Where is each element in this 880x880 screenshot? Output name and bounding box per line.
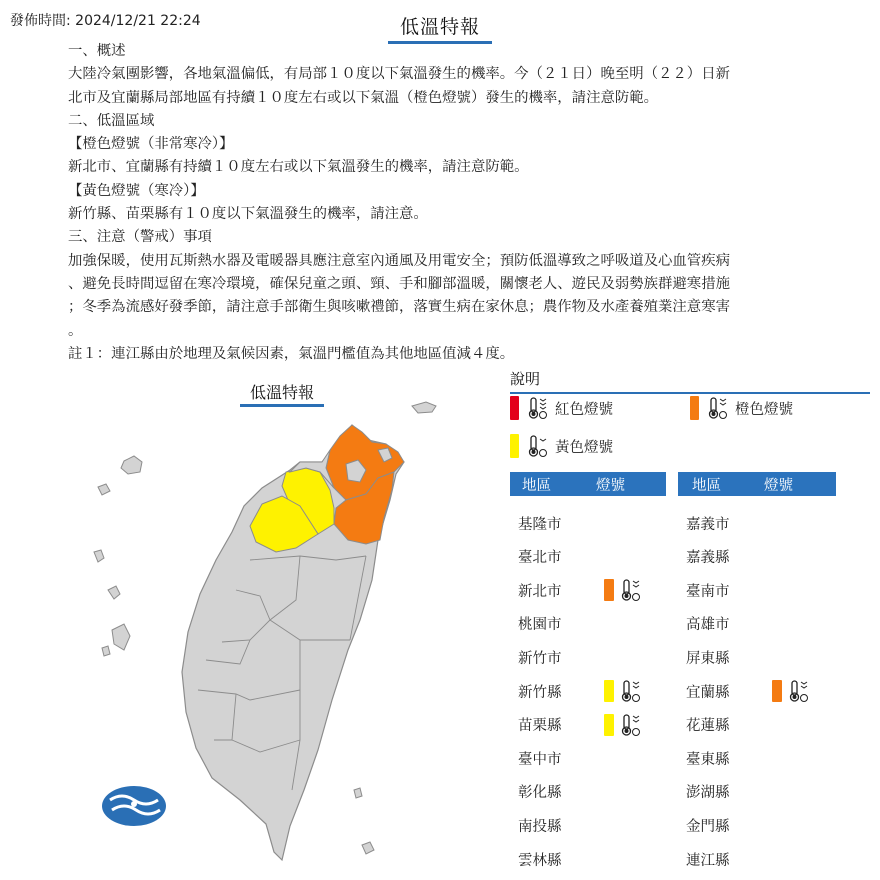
- region-name: 新竹縣: [518, 684, 562, 701]
- legend-yellow: [510, 434, 613, 458]
- table-row: [686, 713, 772, 737]
- table-row: [686, 780, 772, 804]
- table-row: [518, 578, 642, 602]
- region-name: 金門縣: [686, 818, 730, 835]
- region-name: 屏東縣: [686, 650, 730, 667]
- table-row: [686, 578, 772, 602]
- orange-bar: [604, 579, 614, 601]
- warning-light: [604, 679, 642, 703]
- region-name: 彰化縣: [518, 785, 562, 802]
- thermometer-icon: [620, 713, 642, 737]
- region-name: 南投縣: [518, 818, 562, 835]
- legend-title: 說明: [510, 368, 870, 394]
- table-row: [518, 813, 604, 837]
- island-matsu: [412, 402, 436, 413]
- legend-yellow-label: 黃色燈號: [555, 439, 613, 456]
- island-kinmen: [121, 456, 142, 474]
- left-header-light: 燈號: [596, 477, 625, 494]
- red-swatch: [510, 396, 519, 420]
- yellow-bar: [604, 714, 614, 736]
- island-penghu-2: [108, 586, 120, 599]
- overview-line-1: 大陸冷氣團影響，各地氣溫偏低，有局部１０度以下氣溫發生的機率。今（２１日）晚至明（２２）日新: [68, 66, 730, 83]
- region-name: 基隆市: [518, 516, 562, 533]
- document-title: 低溫特報: [388, 12, 492, 44]
- island-penghu-3: [112, 624, 130, 650]
- caution-line-1: 加強保暖，使用瓦斯熱水器及電暖器具應注意室內通風及用電安全；預防低溫導致之呼吸道及心血管疾病: [68, 252, 730, 269]
- table-row: [518, 645, 604, 669]
- thermometer-icon: [788, 679, 810, 703]
- legend-red: [510, 396, 613, 420]
- taiwan-map: [0, 360, 500, 880]
- warning-light: [772, 679, 810, 703]
- right-header-region: 地區: [692, 477, 721, 494]
- orange-bar: [772, 680, 782, 702]
- section-caution-heading: 三、注意（警戒）事項: [68, 229, 212, 246]
- thermometer-icon: [620, 578, 642, 602]
- thermometer-icon: [707, 396, 729, 420]
- region-name: 臺東縣: [686, 751, 730, 768]
- region-name: 高雄市: [686, 617, 730, 634]
- caution-line-3: ；冬季為流感好發季節，請注意手部衛生與咳嗽禮節，落實生病在家休息；農作物及水產養殖業注意寒害: [68, 299, 730, 316]
- island-orchid: [362, 842, 374, 854]
- table-row: [686, 813, 772, 837]
- warning-light: [604, 713, 642, 737]
- region-name: 新北市: [518, 583, 562, 600]
- orange-level-text: 新北市、宜蘭縣有持續１０度左右或以下氣溫發生的機率，請注意防範。: [68, 159, 529, 176]
- section-area-heading: 二、低溫區域: [68, 112, 155, 129]
- table-row: [518, 780, 604, 804]
- region-name: 苗栗縣: [518, 718, 562, 735]
- region-name: 連江縣: [686, 852, 730, 869]
- table-row: [686, 679, 810, 703]
- island-penghu: [94, 550, 104, 562]
- region-name: 嘉義縣: [686, 550, 730, 567]
- legend-red-label: 紅色燈號: [555, 401, 613, 418]
- table-row: [518, 679, 642, 703]
- right-header-light: 燈號: [764, 477, 793, 494]
- region-name: 嘉義市: [686, 516, 730, 533]
- table-row: [686, 545, 772, 569]
- island-kinmen-2: [98, 484, 110, 495]
- region-name: 桃園市: [518, 617, 562, 634]
- region-name: 臺南市: [686, 583, 730, 600]
- legend-orange: [690, 396, 793, 420]
- thermometer-icon: [527, 396, 549, 420]
- region-name: 臺北市: [518, 550, 562, 567]
- caution-line-4: 。: [68, 322, 83, 339]
- thermometer-icon: [620, 679, 642, 703]
- table-row: [686, 847, 772, 871]
- orange-level-heading: 【橙色燈號（非常寒冷）】: [68, 136, 234, 153]
- yellow-level-heading: 【黃色燈號（寒冷）】: [68, 182, 205, 199]
- yellow-bar: [604, 680, 614, 702]
- report-body: [68, 40, 828, 366]
- table-row: [518, 847, 604, 871]
- yellow-level-text: 新竹縣、苗栗縣有１０度以下氣溫發生的機率，請注意。: [68, 206, 428, 223]
- legend-orange-label: 橙色燈號: [735, 401, 793, 418]
- yellow-swatch: [510, 434, 519, 458]
- table-row: [686, 511, 772, 535]
- orange-swatch: [690, 396, 699, 420]
- cwa-logo-icon: [102, 786, 166, 826]
- section-overview-heading: 一、概述: [68, 43, 126, 59]
- table-row: [686, 645, 772, 669]
- table-row: [518, 612, 604, 636]
- table-row: [518, 746, 604, 770]
- region-name: 澎湖縣: [686, 785, 730, 802]
- region-name: 新竹市: [518, 650, 562, 667]
- region-name: 臺中市: [518, 751, 562, 768]
- note-text: 註１：連江縣由於地理及氣候因素，氣溫門檻值為其他地區值減４度。: [68, 345, 515, 362]
- overview-line-2: 北市及宜蘭縣局部地區有持續１０度左右或以下氣溫（橙色燈號）發生的機率，請注意防範。: [68, 89, 659, 106]
- left-header-region: 地區: [522, 477, 551, 494]
- table-row: [518, 511, 604, 535]
- table-row: [518, 545, 604, 569]
- table-row: [518, 713, 642, 737]
- region-name: 雲林縣: [518, 852, 562, 869]
- region-name: 宜蘭縣: [686, 684, 730, 701]
- map-title: 低溫特報: [240, 380, 324, 407]
- table-row: [686, 746, 772, 770]
- right-table-header: [678, 472, 836, 496]
- caution-line-2: 、避免長時間逗留在寒冷環境，確保兒童之頭、頸、手和腳部溫暖，關懷老人、遊民及弱勢族群避寒措施: [68, 275, 730, 292]
- left-table-header: [510, 472, 666, 496]
- warning-light: [604, 578, 642, 602]
- thermometer-icon: [527, 434, 549, 458]
- issued-time: 發佈時間: 2024/12/21 22:24: [10, 13, 201, 29]
- island-penghu-4: [102, 646, 110, 656]
- island-green: [354, 788, 362, 798]
- table-row: [686, 612, 772, 636]
- region-name: 花蓮縣: [686, 718, 730, 735]
